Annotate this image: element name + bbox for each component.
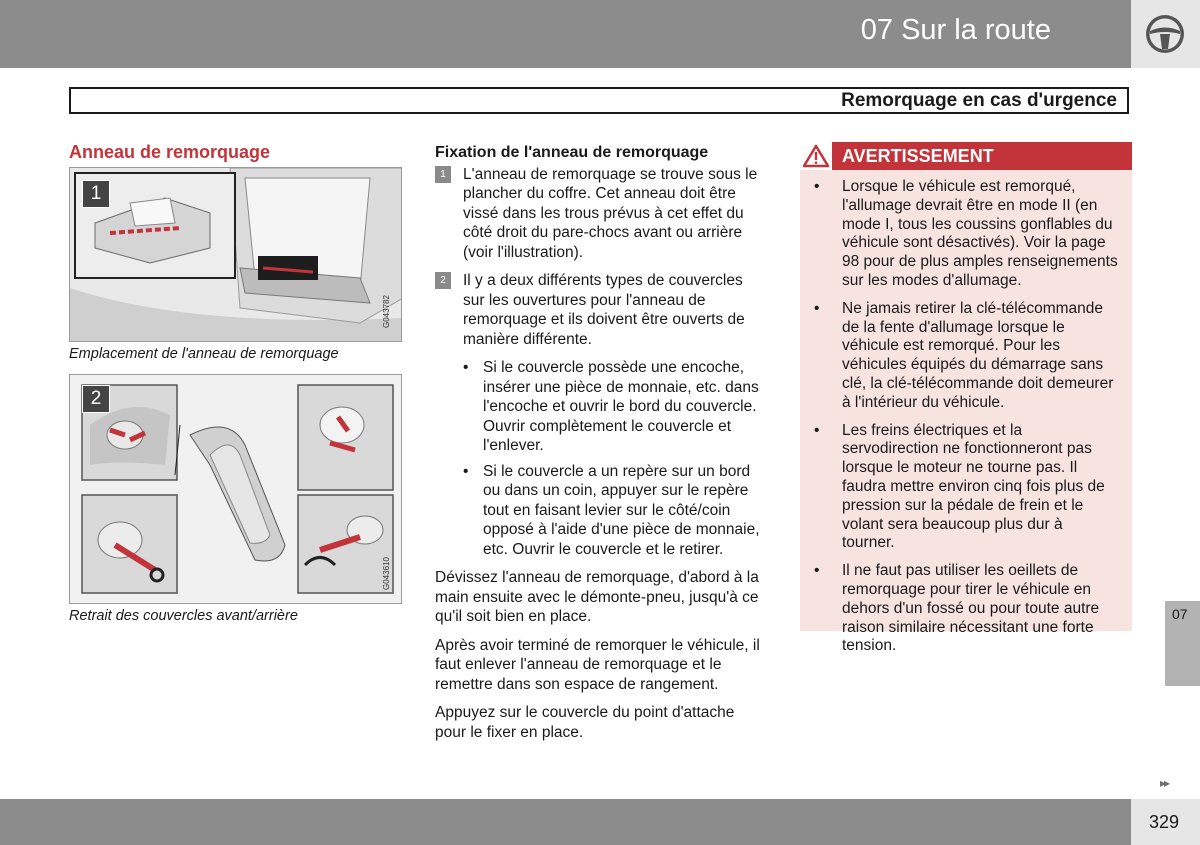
chapter-icon-box [1131, 0, 1200, 68]
figure-2-code: G043610 [382, 557, 391, 590]
list-item [800, 300, 1118, 413]
side-tab-label: 07 [1172, 606, 1188, 622]
trunk-illustration [70, 168, 402, 342]
warning-text: Il ne faut pas utiliser les oeillets de remorquage pour tirer le véhicule en dehors d'un fossé ou pour toute autre raison similaire nécessitant une forte tension. [842, 562, 1100, 655]
middle-column [435, 143, 765, 751]
paragraph: Dévissez l'anneau de remorquage, d'abord à la main ensuite avec le démonte-pneu, jusqu'à ce qu'il soit bien en place. [435, 569, 759, 625]
bullet-icon: • [463, 462, 469, 480]
paragraph: Après avoir terminé de remorquer le véhicule, il faut enlever l'anneau de remorquage et le remettre dans son espace de rangement. [435, 636, 760, 693]
chapter-side-tab[interactable] [1165, 601, 1200, 686]
warning-header [800, 142, 1132, 170]
section-header [69, 87, 1129, 114]
step-1 [435, 165, 765, 263]
figure-1-code: G043782 [382, 295, 391, 328]
left-heading: Anneau de remorquage [69, 142, 271, 162]
step-2 [435, 271, 765, 349]
figure-1-trunk [69, 167, 402, 342]
warning-triangle-icon [800, 142, 832, 170]
step-1-number: 1 [435, 166, 451, 183]
bullet-icon: • [814, 421, 820, 439]
bullet-text: Si le couvercle a un repère sur un bord ou dans un coin, appuyer sur le repère tout en faisant levier sur le côté/coin opposé à l'aide d'une pièce de monnaie, etc. Ouvrir le couvercle et le retirer. [483, 462, 760, 558]
warning-text: Ne jamais retirer la clé-télécommande de la fente d'allumage lorsque le véhicule est remorqué. Pour les véhicules équipés du démarrage sans clé, la clé-télécommande doit demeurer à l'intérieur du véhicule. [842, 299, 1114, 411]
warning-title: AVERTISSEMENT [842, 146, 994, 166]
bullet-icon: • [814, 299, 820, 317]
list-item [800, 178, 1118, 291]
warning-box [800, 142, 1132, 655]
figure-2-covers [69, 374, 402, 604]
next-page-arrows-icon: ▸▸ [1160, 776, 1169, 790]
step-2-text: Il y a deux différents types de couvercles sur les ouvertures pour l'anneau de remorquage et ils doivent être ouverts de manière différente. [463, 272, 745, 348]
step-2-number: 2 [435, 272, 451, 289]
figure-1-caption: Emplacement de l'anneau de remorquage [69, 346, 339, 362]
chapter-header-bar [0, 0, 1131, 68]
bullet-text: Si le couvercle possède une encoche, insérer une pièce de monnaie, etc. dans l'encoche et ouvrir le bord du couvercle. Ouvrir complètement le couvercle et l'enlever. [483, 359, 759, 454]
figure-2-caption: Retrait des couvercles avant/arrière [69, 608, 298, 624]
bullet-icon: • [814, 562, 820, 580]
list-item [800, 422, 1118, 554]
figure-2-number: 2 [82, 385, 110, 413]
figure-1-number: 1 [82, 180, 110, 208]
warning-text: Lorsque le véhicule est remorqué, l'allumage devrait être en mode II (en mode I, tous les coussins gonflables du véhicule sont désactivés). Voir la page 98 pour de plus amples renseignements sur les modes d'allumage. [842, 178, 1118, 289]
list-item [435, 358, 765, 456]
bullet-icon: • [814, 178, 820, 195]
bullet-icon: • [463, 359, 469, 376]
page-number-box [1131, 799, 1200, 845]
paragraph: Appuyez sur le couvercle du point d'attache pour le fixer en place. [435, 704, 735, 741]
steering-wheel-icon [1131, 0, 1200, 68]
list-item [800, 562, 1118, 656]
cover-bullets [435, 358, 765, 559]
list-item [435, 462, 765, 560]
step-1-text: L'anneau de remorquage se trouve sous le plancher du coffre. Cet anneau doit être vissé dans les trous prévus à cet effet du côté droit du pare-chocs avant ou arrière (voir l'illustration). [463, 165, 758, 261]
footer-bar [0, 799, 1131, 845]
section-title: Remorquage en cas d'urgence [841, 90, 1117, 111]
warning-list [800, 170, 1132, 656]
page-number: 329 [1149, 812, 1180, 832]
covers-illustration [70, 375, 402, 604]
warning-text: Les freins électriques et la servodirection ne fonctionneront pas lorsque le moteur ne tourne pas. Il faudra mettre environ cinq fois plus de pression sur la pédale de frein et le volant sera beaucoup plus dur à tourner. [842, 421, 1105, 552]
middle-heading: Fixation de l'anneau de remorquage [435, 144, 709, 161]
chapter-title: 07 Sur la route [860, 14, 1051, 46]
warning-icon-box [800, 142, 832, 170]
